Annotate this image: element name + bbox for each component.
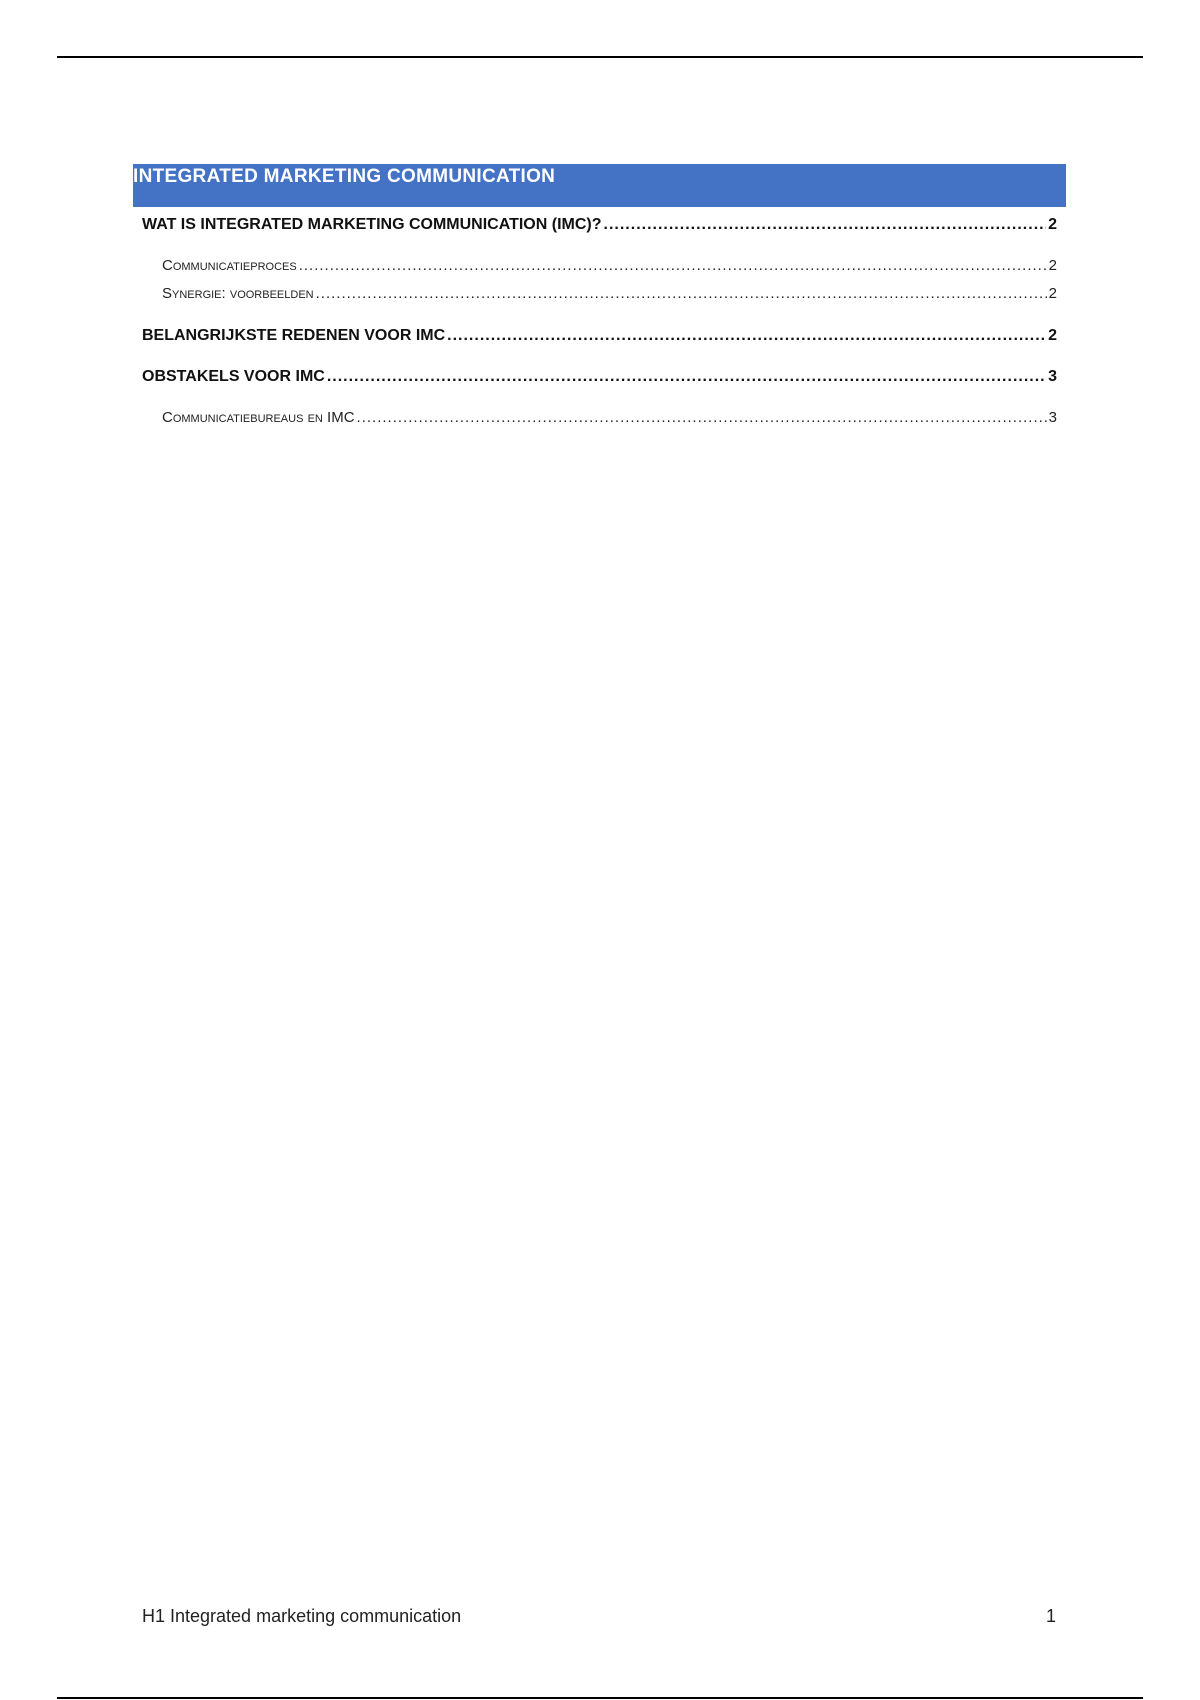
toc-entry-label: WAT IS INTEGRATED MARKETING COMMUNICATION (IMC)? [142, 216, 602, 233]
toc-entry[interactable] [142, 257, 1057, 274]
footer-page-number: 1 [1045, 1606, 1056, 1626]
toc-leader [357, 409, 1047, 426]
toc-entry[interactable] [142, 409, 1057, 426]
toc-leader [299, 257, 1047, 274]
toc-leader [447, 327, 1046, 345]
toc-entry-label: Synergie: voorbeelden [162, 285, 314, 302]
toc-heading-bar [133, 164, 1066, 207]
toc-entry-page: 2 [1048, 327, 1057, 344]
toc-entry[interactable] [142, 327, 1057, 345]
toc-leader [604, 216, 1047, 234]
toc-leader [316, 285, 1047, 302]
toc-leader [327, 368, 1046, 386]
toc-entry-label: Communicatieproces [162, 257, 297, 274]
toc-entry[interactable] [142, 285, 1057, 302]
toc-entry-page: 2 [1048, 257, 1057, 274]
toc-entry[interactable] [142, 216, 1057, 234]
footer-chapter-title: H1 Integrated marketing communication [142, 1606, 462, 1626]
toc-entry-page: 3 [1048, 368, 1057, 385]
toc-entry-label: OBSTAKELS VOOR IMC [142, 368, 325, 385]
toc-entry-page: 3 [1048, 409, 1057, 426]
footer-rule [57, 1697, 1143, 1699]
toc-entry-label: Communicatiebureaus en IMC [162, 409, 355, 426]
toc-heading: INTEGRATED MARKETING COMMUNICATION [133, 166, 556, 187]
toc-entry-page: 2 [1048, 285, 1057, 302]
toc-entry-label: BELANGRIJKSTE REDENEN VOOR IMC [142, 327, 446, 344]
toc-entry-page: 2 [1048, 216, 1057, 233]
header-rule [57, 56, 1143, 58]
toc-entry[interactable] [142, 368, 1057, 386]
